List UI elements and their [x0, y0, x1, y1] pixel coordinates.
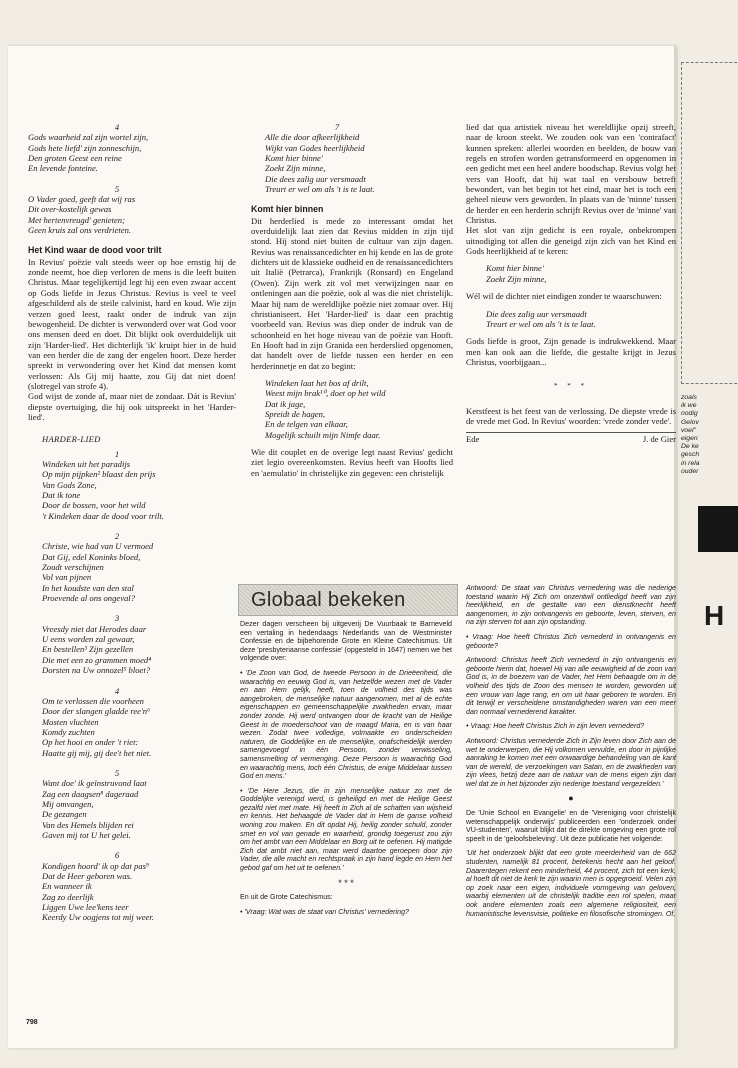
section-stars: * * *: [554, 382, 588, 391]
poem-line: Door de bossen, voor het wild: [42, 500, 146, 511]
body-paragraph: lied dat qua artistiek niveau het wereldlijke opzij streeft, naar de kroon steekt. We zouden ook van een 'contrafact' kunnen spreken: allerlei woorden en beelden, de bouw van regels en strofen worden getransformeerd en opgenomen in een gedicht met een heel andere boodschap. Revius volgt het vers van Hooft, dat hij wat taal en versbouw betreft bewondert, van het begin tot het eind, maar het is toch een geheel nieuw vers geworden. In plaats van de 'minne' tussen de herder en een herderin schrijft Revius over de 'minne' van Christus.: [466, 122, 676, 226]
fragment-line: eigen: [681, 435, 698, 443]
poem-stanza: [28, 613, 236, 675]
poem-line: O Vader goed, geeft dat wij ras: [28, 194, 136, 205]
edge-text-fragment: [681, 394, 700, 476]
quote-line: Windeken laat het bos af drilt,: [265, 377, 369, 388]
quote-line: Die dees zalig uur versmaadt: [486, 308, 587, 319]
body-paragraph: God wijst de zonde af, maar niet de zondaar. Dát is Revius' diepste overtuiging, die hij ook uitspreekt in het 'Harder-lied'.: [28, 391, 236, 422]
poem-line: Want doe' ik geïnstruvond laat: [42, 778, 147, 789]
quote-line: En de telgen van elkaar,: [265, 419, 348, 430]
poem-line: Dat ik tone: [42, 490, 81, 500]
quote-line: Spreidt de hagen,: [265, 408, 326, 419]
poem-line: Die met een zo grammen moed⁴: [42, 654, 152, 665]
edge-black-block: [698, 506, 738, 552]
poem-stanza: [28, 449, 236, 521]
quote-line: Zoekt Zijn minne,: [486, 273, 547, 284]
poem-line: Zag zo deerlijk: [42, 891, 94, 902]
globaal-bekeken-header: [238, 584, 458, 616]
section-heading: Komt hier binnen: [251, 204, 324, 215]
quote-line: Treurt er wel om als 't is te laat.: [486, 318, 596, 329]
box-catechism-intro: En uit de Grote Catechismus:: [240, 893, 333, 902]
poem-line: Dat Gij, edel Koninks bloed,: [42, 551, 141, 562]
fragment-line: Gelov: [681, 418, 699, 426]
fragment-line: gesch: [681, 451, 700, 459]
stanza-number: 3: [114, 613, 120, 624]
fragment-line: ouder: [681, 467, 699, 475]
poem-line: Zoekt Zijn minne,: [265, 163, 326, 174]
poem-line: Op het hooi en onder 't riet:: [42, 737, 139, 748]
box-answer: Antwoord: Christus heeft Zich vernederd in zijn ontvangenis en geboorte hierin dat, hoewel Hij van alle eeuwigheid af de zoon van God is, in de boezem van de Vader, het Hem behaagde om in de volheid des tijds de Zoon des mensen te worden, geworden uit een vrouw van lage rang, en om uit haar geboren te worden. En dit terwijl er verscheidene omstandigheden waren van een meer dan normaal vernederend karakter.: [466, 656, 676, 716]
poem-line: Keerdy Uw oogjens tot mij weer.: [42, 912, 154, 923]
box-intro: Dezer dagen verscheen bij uitgeverij De Vuurbaak te Barneveld een vertaling in hedendaags Nederlands van de Westminster Confessie en de bijbehorende Grote en Kleine Catechismus. Uit deze 'presbyteriaanse confessie' (opgesteld in 1647) nemen we het volgende over:: [240, 620, 452, 663]
next-page-edge: [678, 62, 738, 1047]
poem-stanza: [28, 850, 236, 922]
poem-line: En wanneer ik: [42, 881, 92, 892]
poem-line: Gaven mij tot U het gelei.: [42, 829, 131, 840]
poem-line: Proevende al ons ongeval?: [42, 593, 135, 604]
signature-place: Ede: [466, 434, 480, 445]
globaal-bekeken-left: [240, 620, 452, 922]
box-title: Globaal bekeken: [251, 589, 406, 611]
poem-line: In het koudste van den stal: [42, 582, 134, 593]
box-quote: • 'De Zoon van God, de tweede Persoon in de Drieëenheid, die waarachtig en eeuwig God is, van hetzelfde wezen met de Vader en aan Hem gelijk, heeft, toen de volheid des tijds was aangebroken, de menselijke natuur aangenomen, met al de echte eigenschappen en gemeenschappelijke zwakheden ervan, maar zonder zonde. Hij werd ontvangen door de kracht van de Heilige Geest in de moederschoot van de maagd Maria, en is van haar wezen. Zodat twee volledige, volmaakte en onderscheiden naturen, de Goddelijke en de menselijke, onafscheidelijk werden samengevoegd in één Persoon, zonder verwisseling, samensmelting of vermenging. Deze Persoon is waarachtig God en waarachtig mens, toch één Christus, de enige Middelaar tussen God en mens.': [240, 668, 452, 781]
magazine-page: [8, 46, 676, 1048]
box-quote: • 'De Here Jezus, die in zijn menselijke natuur zo met de Goddelijke verenigd werd, is geheiligd en met de Heilige Geest gezalfd niet met mate. Hij heeft in Zich al de schatten van wijsheid en kennis. Het behaagde de Vader dat in Hem de ganse volheid woning zou maken. En dit opdat Hij, heilig zonder schuld, zonder smet en vol van genade en waarheid, grondig toegerust zou zijn om het ambt van een Middelaar en Borg uit te oefenen. Hij matigde Zich dat ambt niet aan, maar werd daartoe geroepen door zijn Vader, die alle macht en rechtspraak in zijn hand legde en Hem het gebod gaf om het uit te oefenen.': [240, 786, 452, 873]
poem-line: Mij omvangen,: [42, 798, 94, 809]
box-paragraph: De 'Unie School en Evangelie' en de 'Vereniging voor christelijk wetenschappelijk onderwijs' publiceerden een 'onderzoek onder VU-studenten', waaruit blijkt dat de direkte omgeving een grote rol speelt in de 'geloofsbeleving'. Uit deze publicatie het volgende:: [466, 809, 676, 843]
box-question: • Vraag: Hoe heeft Christus Zich vernederd in ontvangenis en geboorte?: [466, 632, 676, 650]
poem-line: Die dees zalig uur versmaadt: [265, 173, 366, 184]
body-paragraph: Wél wil de dichter niet eindigen zonder te waarschuwen:: [466, 291, 662, 302]
poem-line: Vol van pijnen: [42, 572, 92, 583]
body-paragraph: Gods liefde is groot, Zijn genade is indrukwekkend. Maar men kan ook aan die liefde, die gestalte krijgt in Jezus Christus, voorbijgaan...: [466, 336, 676, 367]
poem-line: Haatte gij mij, gij dee't het niet.: [42, 747, 152, 758]
box-answer: Antwoord: Christus vernederde Zich in Zijn leven door Zich aan de wet te onderwerpen, die Hij volkomen vervulde, en door in pijnlijke aanraking te komen met een onwaardige behandeling van de kant van de wereld, de verzoekingen van Satan, en de zwakheden van zijn vlees, hetzij deze aan de natuur van de mens eigen zijn dan wel dat ze in het bijzonder zijn nederige toestand vergezelden.': [466, 736, 676, 788]
box-answer: Antwoord: De staat van Christus vernedering was die nederige toestand waarin Hij Zich om onzentwil ontliedigd heeft van zijn heerlijkheid, en de gestalte van een dienstknecht heeft aangenomen, in zijn ontvangenis en geboorte, leven, sterven, en na zijn sterven tot aan zijn opstanding.: [466, 584, 676, 627]
body-paragraph: Wie dit couplet en de overige legt naast Revius' gedicht ziet legio overeenkomsten. Revius heeft van Hoofts lied en 'aemulatio' in christelijke zin gegeven: een christelijk: [251, 446, 453, 478]
body-paragraph: In Revius' poëzie valt steeds weer op hoe ernstig hij de zonde neemt, hoe diep verloren de mens is die leeft buiten Christus. Maar tegelijkertijd legt hij een even zwaar accent op Gods liefde in Jezus Christus. Revius is veel te veel afgeschilderd als de steile calvinist, hard en koud. Wie zijn verzen goed leest, raakt onder de indruk van zijn bewogenheid. De dichter is verwonderd over wat God voor ons mensen deed en doet. Dit blijkt ook overduidelijk uit zijn 'Harder-lied'. Het dichterlijk 'ik' kruipt hier in de huid van een herder die de zang der engelen hoort. Deze herder spreekt in verwondering over het Kind dat mensen komt verlossen: Als Gij mij haatte, zou Gij dat niet doen! (slotregel van strofe 4).: [28, 256, 236, 391]
fragment-line: De ke: [681, 443, 699, 451]
poem-stanza-4: [28, 122, 236, 174]
poem-line: De gezangen: [42, 809, 87, 820]
poem-line: Van des Hemels blijden rei: [42, 819, 134, 830]
page-number: 798: [26, 1019, 38, 1026]
column-middle: [251, 122, 453, 478]
stanza-number: 5: [114, 767, 120, 778]
poem-line: Vreesdy niet dat Herodes daar: [42, 623, 147, 634]
stanza-number: 2: [114, 531, 120, 542]
poem-line: Liggen Uwe lee'kens teer: [42, 902, 129, 913]
poem-line: Alle die door afkeerlijkheid: [265, 132, 360, 143]
poem-line: Op mijn pijpken² blaast den prijs: [42, 469, 156, 480]
poem-stanza: [28, 686, 236, 758]
signature-author: J. de Gier: [642, 434, 676, 445]
poem-title: HARDER-LIED: [42, 434, 101, 445]
poem-line: Zag een daagsen⁸ dageraad: [42, 788, 139, 799]
quote-line: Dat ik jage,: [265, 398, 306, 409]
quote-warning: [486, 309, 676, 330]
stanza-number: 7: [334, 122, 340, 132]
poem-stanza-5: [28, 184, 236, 236]
poem-line: Christe, wie had van U vermoed: [42, 541, 154, 552]
stanza-number: 5: [114, 183, 120, 194]
body-paragraph: Dit herderlied is mede zo interessant omdat het overduidelijk laat zien dat Revius midden in zijn tijd stond. Hij stond niet buiten de cultuur van zijn dagen. Revius was renaissancedichter en hij kende en las de grote dichters uit de klassieke oudheid en de renaissancedichters uit Italië (Petrarca), Frankrijk (Ronsard) en Engeland (Owen). Zijn werk zit vol met verwijzingen naar en ontleningen aan die poëzie, ook al was die niet christelijk. Maar hij nam de wereldlijke poëzie niet zomaar over. Hij christianiseert. Het 'Harder-lied' is daar een prachtig voorbeeld van. Revius was diep onder de indruk van de schoonheid en het hoge niveau van de poëzie van Hooft. En Hooft had in zijn Granida een herderslied opgenomen, dat handelt over de liefde tussen een herder en een herderinnetje en dat zo begint:: [251, 215, 453, 371]
stanza-number: 6: [114, 850, 120, 861]
fragment-line: voel": [681, 426, 696, 434]
poem-line: Treurt er wel om als 't is te laat.: [265, 184, 375, 195]
stanza-number: 4: [114, 685, 120, 696]
fragment-line: in rela: [681, 459, 700, 467]
poem-line: Dit over-kostelijk gewas: [28, 204, 112, 215]
box-question: • 'Vraag: Wat was de staat van Christus' vernedering?: [240, 907, 409, 916]
poem-line: En levende fonteine.: [28, 163, 98, 174]
poem-stanza-7: [251, 122, 453, 194]
poem-line: Met hertenvreugd' genieten;: [28, 214, 125, 225]
bullet-dot: ●: [568, 793, 574, 804]
poem-line: Gods waarheid zal zijn wortel zijn,: [28, 132, 149, 143]
poem-line: Door der slangen gladde ree'n⁶: [42, 706, 151, 717]
body-paragraph: Kerstfeest is het feest van de verlossing. De diepste vrede is de vrede met God. In Revius' woorden: 'vrede zonder vede'.: [466, 405, 676, 426]
quote-invitation: [486, 263, 676, 284]
poem-line: Dat de Heer geboren was.: [42, 871, 133, 881]
poem-line: Geen kruis zal ons verdrieten.: [28, 225, 132, 236]
fragment-line: nodig: [681, 410, 698, 418]
body-paragraph: Het slot van zijn gedicht is een royale, onbekrompen uitnodiging tot allen die geneigd zijn zich van het Kind en Gods heerlijkheid af te keren:: [466, 225, 676, 257]
poem-line: Komt hier binne': [265, 153, 323, 164]
poem-stanza: [28, 531, 236, 603]
poem-line: U eens worden zal gewaar,: [42, 634, 135, 645]
column-right: [466, 122, 676, 445]
section-heading: Het Kind waar de dood voor trilt: [28, 245, 162, 256]
harder-lied-poem: [28, 449, 236, 923]
poem-line: Windeken uit het paradijs: [42, 458, 131, 469]
poem-line: Gods hete liefd' zijn zonneschijn,: [28, 142, 142, 153]
globaal-bekeken-right: [466, 584, 676, 924]
box-stars: * * *: [338, 877, 354, 888]
poem-line: 't Kindeken daar de dood voor trilt.: [42, 510, 164, 521]
box-quote: 'Uit het onderzoek blijkt dat een grote meerderheid van de 662 studenten, namelijk 81 procent, betekenis hecht aan het geloof. Daarentegen rekent een minderheid, 44 procent, zich tot een kerk, al hoeft dit niet de kerk te zijn waarin men is opgegroeid. Velen zijn op zoek naar een eigen, individuele vormgeving van geloven, waarbij elementen uit de christelijk traditie een rol spelen, maar ook andere elementen zoals een algemene religiositeit, een humanistische levensvisie, politieke en filosofische stromingen. Of,: [466, 849, 676, 918]
quote-line: Weest mijn brak¹⁰, doet op het wild: [265, 388, 386, 399]
stanza-number: 1: [114, 448, 120, 459]
edge-frame: [681, 62, 738, 384]
poem-line: Zoudt verschijnen: [42, 562, 104, 573]
edge-letter: H: [704, 600, 725, 631]
quote-line: Komt hier binne': [486, 263, 544, 274]
poem-line: Om te verlossen die voorheen: [42, 695, 144, 706]
poem-stanza: [28, 768, 236, 840]
box-question: • Vraag: Hoe heeft Christus Zich in zijn leven vernederd?: [466, 722, 645, 731]
quote-line: Mogelijk schuilt mijn Nimfe daar.: [265, 429, 381, 440]
column-left: [28, 122, 236, 933]
poem-line: Dorsten na Uw onnozel⁵ bloet?: [42, 665, 151, 676]
poem-line: Wijkt van Godes heerlijkheid: [265, 142, 365, 153]
poem-line: Mosten vluchten: [42, 716, 99, 727]
stanza-number: 4: [114, 122, 120, 132]
signature-line: [466, 432, 676, 444]
poem-line: Van Gods Zone,: [42, 479, 97, 490]
hooft-quote: [265, 378, 453, 440]
poem-line: Komdy zuchten: [42, 726, 95, 737]
poem-line: En bestellen³ Zijn gezellen: [42, 644, 134, 655]
poem-line: Kondigen hoord' ik op dat pas⁹: [42, 860, 149, 871]
fragment-line: zoals: [681, 394, 697, 401]
poem-line: Den groten Geest een reine: [28, 153, 122, 164]
fragment-line: ik we: [681, 402, 697, 410]
